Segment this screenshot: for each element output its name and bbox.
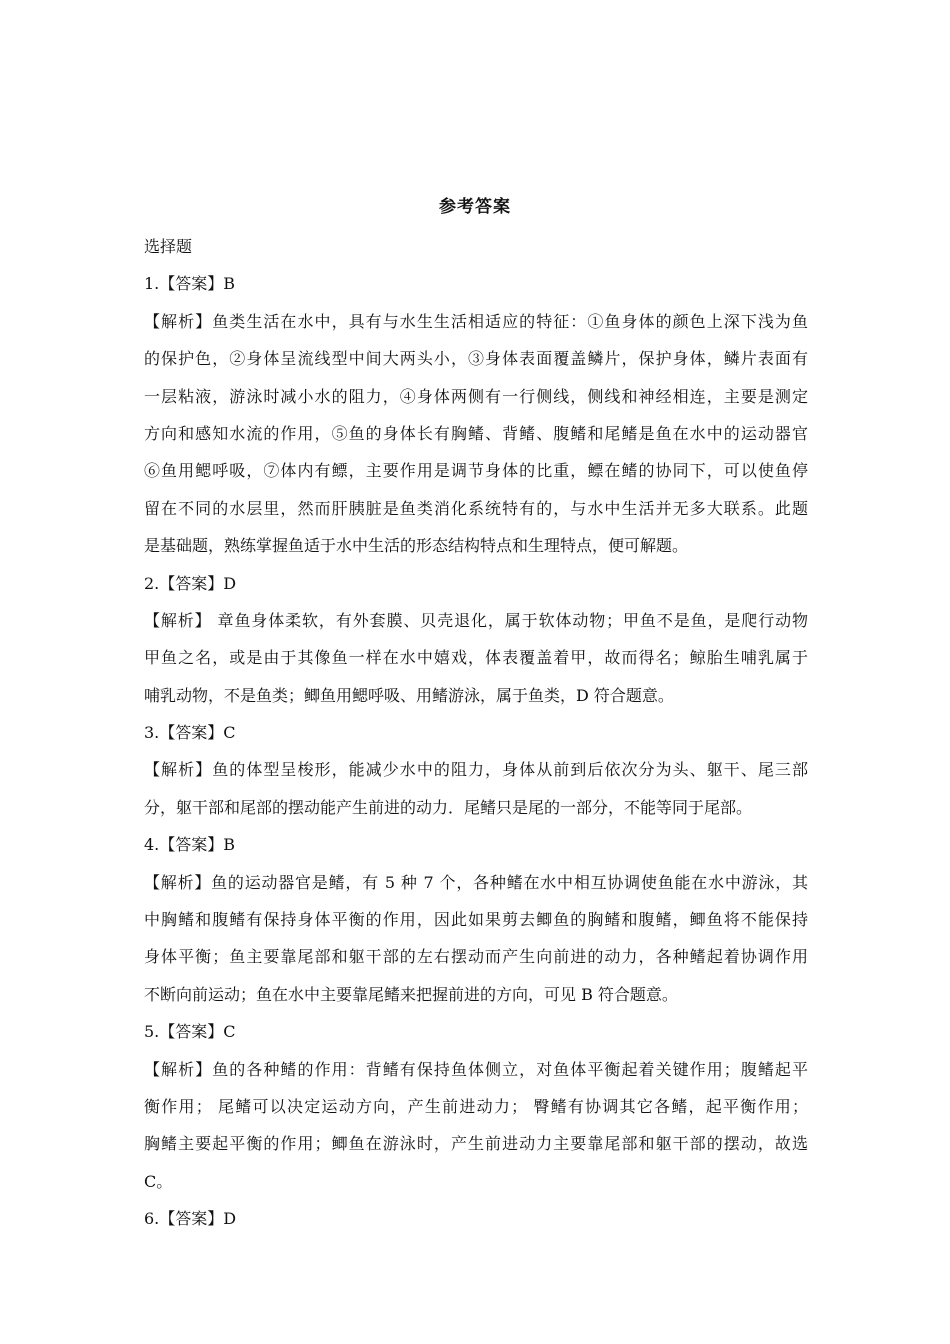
analysis-line: ⑥鱼用鳃呼吸，⑦体内有鳔，主要作用是调节身体的比重，鳔在鳍的协同下，可以使鱼停: [144, 461, 808, 481]
section-heading: 选择题: [144, 237, 193, 256]
analysis-line: 分，躯干部和尾部的摆动能产生前进的动力．尾鳍只是尾的一部分，不能等同于尾部。: [144, 797, 753, 817]
answer-body: [144, 228, 808, 1238]
analysis-line: 是基础题，熟练掌握鱼适于水中生活的形态结构特点和生理特点，便可解题。: [144, 536, 689, 556]
page-title: 参考答案: [439, 197, 511, 217]
analysis-line: 留在不同的水层里，然而肝胰脏是鱼类消化系统特有的，与水中生活并无多大联系。此题: [144, 498, 808, 518]
answer-line: 3.【答案】C: [144, 723, 236, 743]
answer-line: 2.【答案】D: [144, 573, 237, 593]
analysis-line: C。: [144, 1171, 173, 1191]
analysis-line: 哺乳动物，不是鱼类；鲫鱼用鳃呼吸、用鳍游泳，属于鱼类，D 符合题意。: [144, 685, 674, 705]
answer-line: 1.【答案】B: [144, 274, 236, 294]
analysis-line: 衡作用； 尾鳍可以决定运动方向，产生前进动力； 臀鳍有协调其它各鳍，起平衡作用；: [144, 1096, 808, 1116]
analysis-line: 不断向前运动；鱼在水中主要靠尾鳍来把握前进的方向，可见 B 符合题意。: [144, 984, 678, 1004]
answer-line: 6.【答案】D: [144, 1209, 237, 1229]
analysis-line: 【解析】鱼的体型呈梭形，能减少水中的阻力，身体从前到后依次分为头、躯干、尾三部: [144, 760, 808, 780]
analysis-line: 身体平衡；鱼主要靠尾部和躯干部的左右摆动而产生向前进的动力，各种鳍起着协调作用: [144, 947, 808, 967]
analysis-line: 甲鱼之名，或是由于其像鱼一样在水中嬉戏，体表覆盖着甲，故而得名；鲸胎生哺乳属于: [144, 648, 808, 668]
analysis-line: 中胸鳍和腹鳍有保持身体平衡的作用，因此如果剪去鲫鱼的胸鳍和腹鳍，鲫鱼将不能保持: [144, 910, 808, 930]
analysis-line: 【解析】鱼的各种鳍的作用：背鳍有保持鱼体侧立，对鱼体平衡起着关键作用；腹鳍起平: [144, 1059, 808, 1079]
analysis-line: 一层粘液，游泳时减小水的阻力，④身体两侧有一行侧线，侧线和神经相连，主要是测定: [144, 386, 808, 406]
analysis-line: 方向和感知水流的作用，⑤鱼的身体长有胸鳍、背鳍、腹鳍和尾鳍是鱼在水中的运动器官: [144, 423, 808, 443]
answer-line: 4.【答案】B: [144, 835, 236, 855]
analysis-line: 【解析】 章鱼身体柔软，有外套膜、贝壳退化，属于软体动物；甲鱼不是鱼，是爬行动物: [144, 610, 808, 630]
analysis-line: 【解析】鱼类生活在水中，具有与水生生活相适应的特征：①鱼身体的颜色上深下浅为鱼: [144, 311, 808, 331]
analysis-line: 的保护色，②身体呈流线型中间大两头小，③身体表面覆盖鳞片，保护身体，鳞片表面有: [144, 349, 808, 369]
analysis-line: 胸鳍主要起平衡的作用；鲫鱼在游泳时，产生前进动力主要靠尾部和躯干部的摆动，故选: [144, 1134, 808, 1154]
analysis-line: 【解析】鱼的运动器官是鳍，有 5 种 7 个，各种鳍在水中相互协调使鱼能在水中游泳，其: [144, 872, 808, 892]
answer-line: 5.【答案】C: [144, 1022, 236, 1042]
